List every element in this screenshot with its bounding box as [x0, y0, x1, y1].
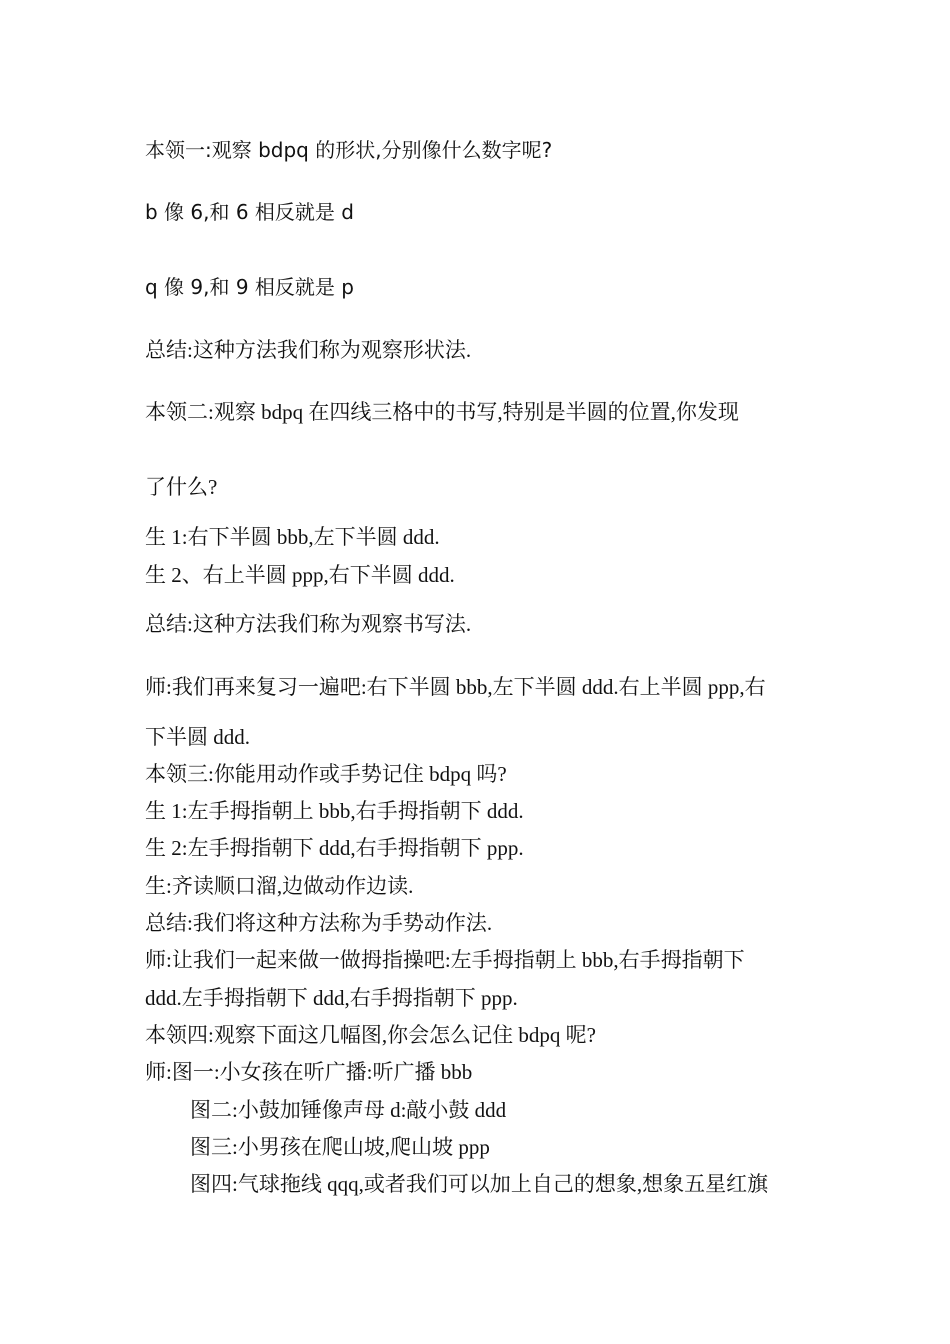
paragraph-q-like-9: q 像 9,和 9 相反就是 p — [145, 275, 354, 299]
paragraph-skill-one-question: 本领一:观察 bdpq 的形状,分别像什么数字呢? — [145, 138, 553, 162]
paragraph-skill-three-question: 本领三:你能用动作或手势记住 bdpq 吗? — [145, 762, 507, 786]
paragraph-skill-four-question: 本领四:观察下面这几幅图,你会怎么记住 bdpq 呢? — [145, 1023, 596, 1047]
paragraph-picture-two: 图二:小鼓加锤像声母 d:敲小鼓 ddd — [190, 1098, 507, 1122]
paragraph-student-1-answer: 生 1:右下半圆 bbb,左下半圆 ddd. — [145, 525, 440, 549]
paragraph-b-like-6: b 像 6,和 6 相反就是 d — [145, 200, 354, 224]
paragraph-summary-gesture-method: 总结:我们将这种方法称为手势动作法. — [145, 911, 493, 935]
paragraph-teacher-review-cont: 下半圆 ddd. — [145, 725, 250, 749]
paragraph-picture-three: 图三:小男孩在爬山坡,爬山坡 ppp — [190, 1135, 490, 1159]
paragraph-picture-one: 师:图一:小女孩在听广播:听广播 bbb — [145, 1060, 473, 1084]
paragraph-teacher-review: 师:我们再来复习一遍吧:右下半圆 bbb,左下半圆 ddd.右上半圆 ppp,右 — [145, 675, 766, 699]
paragraph-summary-shape-method: 总结:这种方法我们称为观察形状法. — [145, 338, 472, 362]
paragraph-students-recite: 生:齐读顺口溜,边做动作边读. — [145, 874, 414, 898]
paragraph-skill-two-question-cont: 了什么? — [145, 475, 218, 499]
paragraph-summary-writing-method: 总结:这种方法我们称为观察书写法. — [145, 612, 472, 636]
paragraph-student-1-gesture: 生 1:左手拇指朝上 bbb,右手拇指朝下 ddd. — [145, 799, 524, 823]
paragraph-teacher-thumb-exercise: 师:让我们一起来做一做拇指操吧:左手拇指朝上 bbb,右手拇指朝下 — [145, 948, 745, 972]
paragraph-student-2-answer: 生 2、右上半圆 ppp,右下半圆 ddd. — [145, 563, 455, 587]
paragraph-student-2-gesture: 生 2:左手拇指朝下 ddd,右手拇指朝下 ppp. — [145, 836, 524, 860]
paragraph-picture-four: 图四:气球拖线 qqq,或者我们可以加上自己的想象,想象五星红旗 — [190, 1172, 769, 1196]
paragraph-teacher-thumb-exercise-cont: ddd.左手拇指朝下 ddd,右手拇指朝下 ppp. — [145, 986, 518, 1010]
paragraph-skill-two-question: 本领二:观察 bdpq 在四线三格中的书写,特别是半圆的位置,你发现 — [145, 400, 739, 424]
